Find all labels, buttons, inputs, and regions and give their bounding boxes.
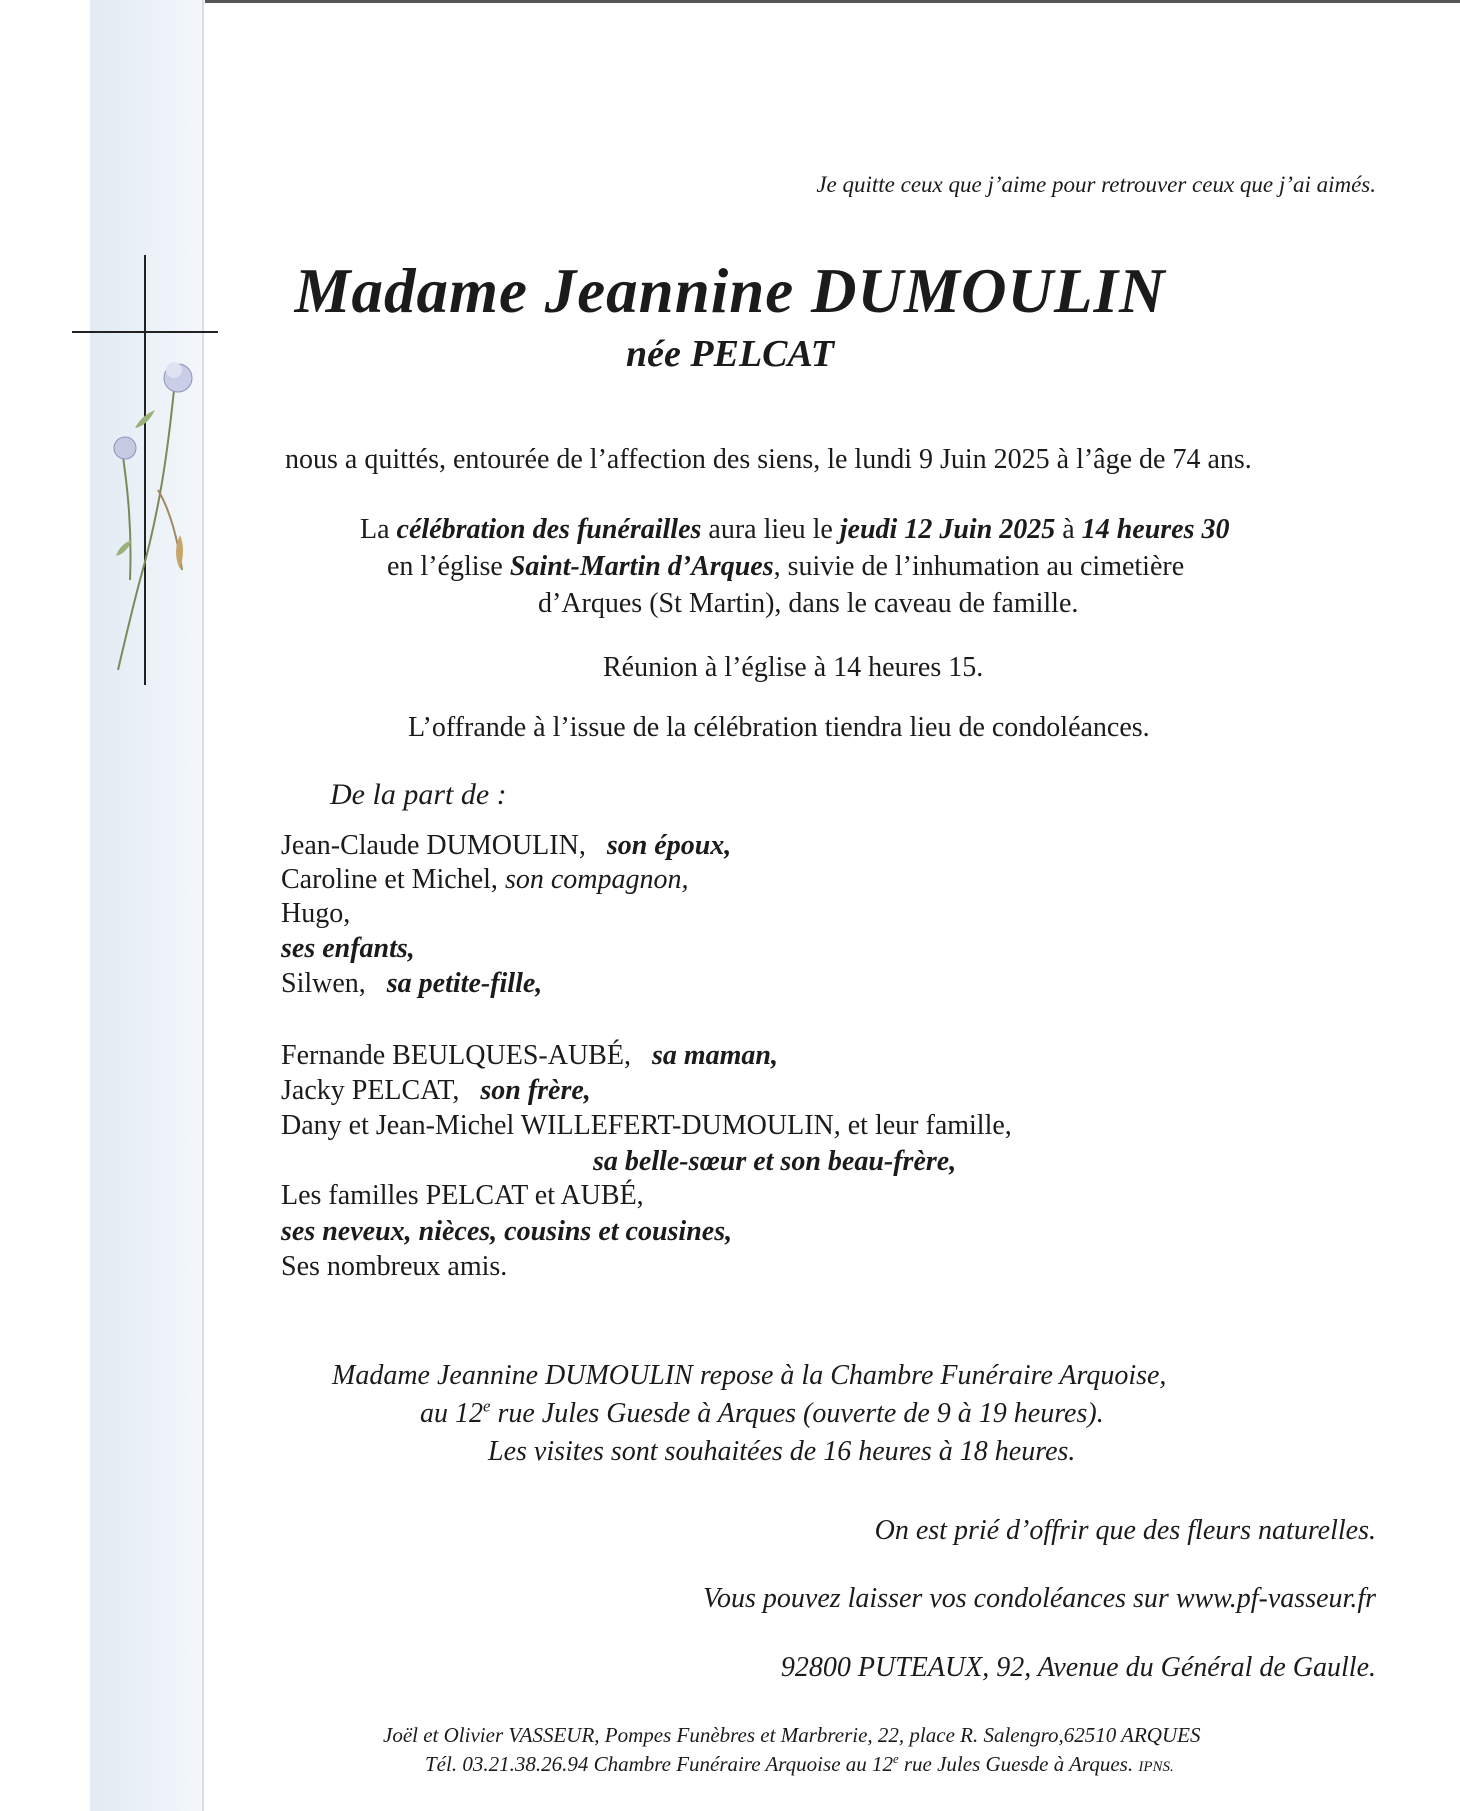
funeral-text: , suivie de l’inhumation au cimetière (773, 551, 1185, 582)
family-name: Jean-Claude DUMOULIN, (281, 830, 586, 861)
cross-with-flowers-icon (70, 250, 220, 690)
funeral-text: à (1055, 514, 1082, 545)
family-line (281, 864, 688, 896)
family-relation: sa maman, (651, 1040, 778, 1071)
funeral-time: 14 heures 30 (1081, 514, 1230, 545)
repose-line-1: Madame Jeannine DUMOULIN repose à la Chambre Funéraire Arquoise, (332, 1360, 1167, 1391)
funeral-line-1 (360, 514, 1230, 546)
epigraph: Je quitte ceux que j’aime pour retrouver ceux que j’ai aimés. (816, 172, 1376, 197)
funeral-emphasis: célébration des funérailles (396, 514, 702, 545)
maiden-name: née PELCAT (626, 333, 834, 375)
flowers-notice: On est prié d’offrir que des fleurs naturelles. (874, 1515, 1376, 1546)
funeral-text: en l’église (387, 551, 510, 582)
family-line: Dany et Jean-Michel WILLEFERT-DUMOULIN, et leur famille, (281, 1110, 1012, 1141)
family-line: Les familles PELCAT et AUBÉ, (281, 1180, 644, 1211)
family-line (281, 830, 731, 862)
reunion-text: Réunion à l’église à 14 heures 15. (603, 652, 984, 683)
condolences-notice: Vous pouvez laisser vos condoléances sur www.pf-vasseur.fr (703, 1583, 1376, 1614)
funeral-date: jeudi 12 Juin 2025 (839, 514, 1056, 545)
family-name: Silwen, (281, 968, 366, 999)
church-name: Saint-Martin d’Arques (509, 551, 774, 582)
funeral-line-2 (387, 551, 1184, 583)
funeral-text: La (360, 514, 397, 545)
family-relation: sa petite-fille, (386, 968, 543, 999)
footer-text: Tél. 03.21.38.26.94 Chambre Funéraire Arquoise au 12 (425, 1752, 894, 1776)
address-line: 92800 PUTEAUX, 92, Avenue du Général de Gaulle. (780, 1652, 1376, 1683)
repose-superscript: e (483, 1396, 491, 1416)
family-line: Ses nombreux amis. (281, 1251, 508, 1282)
repose-line-3: Les visites sont souhaitées de 16 heures à 18 heures. (488, 1436, 1076, 1467)
footer-line-2 (425, 1752, 1174, 1777)
family-name: Caroline et Michel, (281, 864, 498, 895)
funeral-text: aura lieu le (701, 514, 840, 545)
footer-line-1: Joël et Olivier VASSEUR, Pompes Funèbres et Marbrerie, 22, place R. Salengro,62510 ARQUES (383, 1723, 1201, 1747)
funeral-line-3: d’Arques (St Martin), dans le caveau de famille. (538, 588, 1079, 619)
ipns-label: IPNS. (1138, 1759, 1174, 1775)
top-border-line (205, 0, 1460, 3)
footer-superscript: e (893, 1752, 899, 1766)
family-name: Fernande BEULQUES-AUBÉ, (281, 1040, 631, 1071)
from-label: De la part de : (330, 778, 507, 811)
repose-line-2 (420, 1398, 1104, 1430)
family-relation: son frère, (480, 1075, 591, 1106)
family-relation: son compagnon, (504, 864, 689, 895)
offrande-text: L’offrande à l’issue de la célébration tiendra lieu de condoléances. (408, 712, 1150, 743)
family-name: Jacky PELCAT, (281, 1075, 460, 1106)
family-line (281, 1040, 778, 1072)
announcement-text: nous a quittés, entourée de l’affection des siens, le lundi 9 Juin 2025 à l’âge de 74 ans. (285, 444, 1252, 475)
family-relation: sa belle-sœur et son beau-frère, (593, 1146, 957, 1177)
deceased-name-title: Madame Jeannine DUMOULIN (294, 256, 1166, 326)
family-line (281, 1075, 591, 1107)
repose-text: rue Jules Guesde à Arques (ouverte de 9 à 19 heures). (490, 1398, 1104, 1429)
family-relation: ses enfants, (281, 933, 415, 964)
family-line (281, 968, 542, 1000)
repose-text: au 12 (420, 1398, 483, 1429)
family-line: Hugo, (281, 898, 351, 929)
family-relation: ses neveux, nièces, cousins et cousines, (281, 1216, 733, 1247)
footer-text: rue Jules Guesde à Arques. (898, 1752, 1134, 1776)
family-relation: son époux, (606, 830, 732, 861)
